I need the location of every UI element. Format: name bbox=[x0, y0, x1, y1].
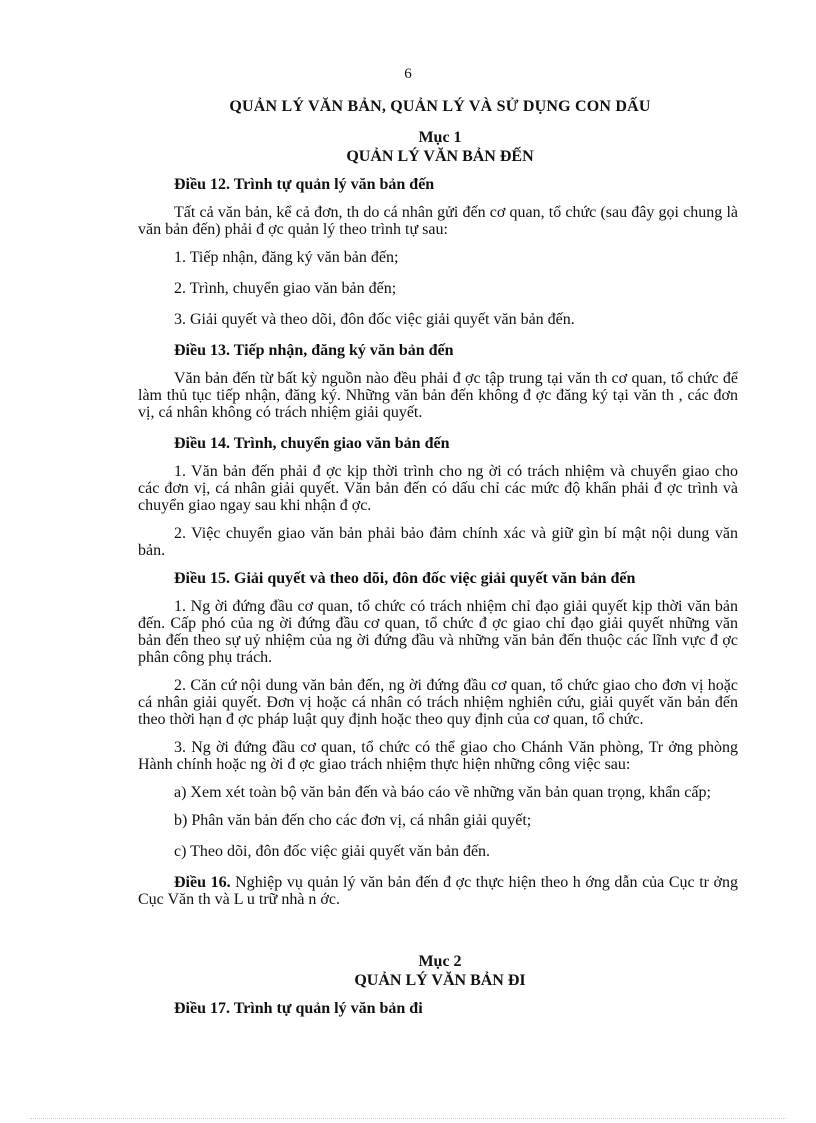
article-12-intro: Tất cả văn bản, kể cả đơn, th do cá nhân gửi đến cơ quan, tổ chức (sau đây gọi chung là văn bản đến) phải đ ợc quản lý theo trình tự sau: bbox=[138, 204, 738, 238]
article-16-paragraph bbox=[138, 874, 738, 908]
section-1-heading bbox=[0, 128, 816, 166]
section-2-title: QUẢN LÝ VĂN BẢN ĐI bbox=[354, 972, 526, 989]
article-16-text: Nghiệp vụ quản lý văn bản đến đ ợc thực hiện theo h ớng dẫn của Cục tr ởng Cục Văn th và L u trữ nhà n ớc. bbox=[138, 874, 739, 908]
page-bottom-divider bbox=[30, 1118, 786, 1119]
article-15-title: Điều 15. Giải quyết và theo dõi, đôn đốc việc giải quyết văn bản đến bbox=[174, 570, 636, 587]
article-15-paragraph-1: 1. Ng ời đứng đầu cơ quan, tổ chức có trách nhiệm chỉ đạo giải quyết kịp thời văn bản đến. Cấp phó của ng ời đứng đầu cơ quan, tổ chức đ ợc giao chỉ đạo giải quyết những văn bản đến theo sự uỷ nhiệm của ng ời đứng đầu và những văn bản đến thuộc các lĩnh vực đ ợc phân công phụ trách. bbox=[138, 598, 738, 666]
document-body-2 bbox=[138, 1000, 738, 1017]
article-12-item-2: 2. Trình, chuyển giao văn bản đến; bbox=[174, 280, 397, 297]
article-13-paragraph: Văn bản đến từ bất kỳ nguồn nào đều phải đ ợc tập trung tại văn th cơ quan, tổ chức để làm thủ tục tiếp nhận, đăng ký. Những văn bản đến không đ ợc đăng ký tại văn th , các đơn vị, cá nhân không có trách nhiệm giải quyết. bbox=[138, 370, 738, 421]
section-2-label: Mục 2 bbox=[418, 953, 462, 970]
article-15-item-c: c) Theo dõi, đôn đốc việc giải quyết văn bản đến. bbox=[174, 843, 491, 860]
article-12-item-3: 3. Giải quyết và theo dõi, đôn đốc việc giải quyết văn bản đến. bbox=[174, 311, 575, 328]
article-15-paragraph-2: 2. Căn cứ nội dung văn bản đến, ng ời đứng đầu cơ quan, tổ chức giao cho đơn vị hoặc cá nhân giải quyết. Đơn vị hoặc cá nhân có trách nhiệm nghiên cứu, giải quyết văn bản đến theo thời hạn đ ợc pháp luật quy định hoặc theo quy định của cơ quan, tổ chức. bbox=[138, 677, 738, 728]
article-15-item-b: b) Phân văn bản đến cho các đơn vị, cá nhân giải quyết; bbox=[174, 812, 532, 829]
article-12-item-1: 1. Tiếp nhận, đăng ký văn bản đến; bbox=[174, 249, 399, 266]
article-12-title: Điều 12. Trình tự quản lý văn bản đến bbox=[174, 176, 435, 193]
article-13-title: Điều 13. Tiếp nhận, đăng ký văn bản đến bbox=[174, 342, 454, 359]
article-14-paragraph-1: 1. Văn bản đến phải đ ợc kịp thời trình cho ng ời có trách nhiệm và chuyển giao cho các đơn vị, cá nhân giải quyết. Văn bản đến có dấu chỉ các mức độ khẩn phải đ ợc trình và chuyển giao ngay sau khi nhận đ ợc. bbox=[138, 463, 738, 514]
article-16-title: Điều 16. bbox=[174, 874, 231, 891]
article-15-item-a: a) Xem xét toàn bộ văn bản đến và báo cáo về những văn bản quan trọng, khẩn cấp; bbox=[174, 784, 711, 801]
article-14-title: Điều 14. Trình, chuyển giao văn bản đến bbox=[174, 435, 450, 452]
article-14-paragraph-2: 2. Việc chuyển giao văn bản phải bảo đảm chính xác và giữ gìn bí mật nội dung văn bản. bbox=[138, 525, 738, 559]
page-number: 6 bbox=[404, 66, 412, 82]
section-1-title: QUẢN LÝ VĂN BẢN ĐẾN bbox=[346, 148, 534, 165]
document-body bbox=[138, 176, 738, 908]
section-2-heading bbox=[0, 952, 816, 990]
article-15-paragraph-3: 3. Ng ời đứng đầu cơ quan, tổ chức có thể giao cho Chánh Văn phòng, Tr ởng phòng Hành chính hoặc ng ời đ ợc giao trách nhiệm thực hiện những công việc sau: bbox=[138, 739, 738, 773]
chapter-title: QUẢN LÝ VĂN BẢN, QUẢN LÝ VÀ SỬ DỤNG CON DẤU bbox=[229, 98, 651, 115]
article-17-title: Điều 17. Trình tự quản lý văn bản đi bbox=[174, 1000, 423, 1017]
section-1-label: Mục 1 bbox=[418, 129, 462, 146]
